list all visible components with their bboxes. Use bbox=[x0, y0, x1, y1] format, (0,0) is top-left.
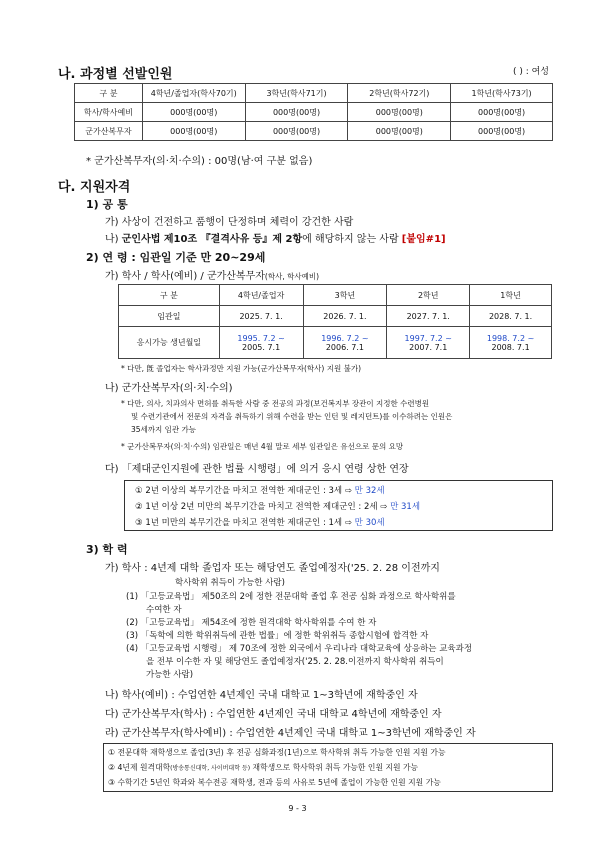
line-text: ③ 1년 미만의 복무기간을 마치고 전역한 제대군인 : 1세 ⇨ bbox=[135, 518, 355, 528]
line-text: ① 2년 이상의 복무기간을 마치고 전역한 제대군인 : 3세 ⇨ bbox=[135, 486, 355, 496]
education-item-da: 다) 군가산복무자(학사) : 수업연한 4년제인 국내 대학교 4학년에 재학중인 자 bbox=[105, 709, 442, 720]
education-list-item: (2) 「고등교육법」 제54조에 정한 원격대학 학사학위를 수여 한 자 bbox=[126, 618, 377, 628]
birth-range-end: 2005. 7.1 bbox=[242, 342, 281, 352]
table-cell: 000명(00명) bbox=[245, 122, 348, 141]
table-cell bbox=[387, 327, 470, 359]
item-small-text: (학사, 학사예비) bbox=[264, 272, 320, 281]
subsection-education: 3) 학 력 bbox=[86, 543, 128, 556]
age-note-doctors-3: 35세까지 임관 가능 bbox=[131, 425, 197, 434]
birth-range-end: 2008. 7.1 bbox=[491, 342, 530, 352]
table-row bbox=[75, 122, 553, 141]
table-cell: 군가산복무자 bbox=[75, 122, 143, 141]
table-header-row bbox=[75, 84, 553, 103]
age-table bbox=[118, 284, 552, 359]
education-list-item: (4) 「고등교육법 시행령」 제 70조에 정한 외국에서 우리나라 대학교육에 상응하는 교육과정 bbox=[126, 644, 473, 654]
table-cell: 2026. 7. 1. bbox=[303, 306, 387, 327]
birth-range-start: 1997. 7.2 ~ bbox=[404, 333, 452, 343]
subsection-common: 1) 공 통 bbox=[86, 198, 128, 211]
table-header-cell: 구 분 bbox=[119, 285, 220, 306]
education-list-item: (3) 「독학에 의한 학위취득에 관한 법률」에 정한 학위취득 종합시험에 합격한 자 bbox=[126, 631, 429, 641]
selection-table bbox=[74, 83, 553, 141]
subsection-age: 2) 연 령 : 임관일 기준 만 20~29세 bbox=[86, 251, 266, 264]
table-cell: 000명(00명) bbox=[245, 103, 348, 122]
education-note-box bbox=[103, 743, 553, 792]
item-text: 에 해당하지 않는 사람 bbox=[302, 234, 402, 245]
birth-range-start: 1996. 7.2 ~ bbox=[321, 333, 369, 343]
table-header-cell: 4학년/졸업자(학사70기) bbox=[142, 84, 245, 103]
birth-range-start: 1998. 7.2 ~ bbox=[486, 333, 535, 343]
veteran-age-line bbox=[135, 500, 420, 512]
table-cell: 2025. 7. 1. bbox=[219, 306, 303, 327]
table-cell: 000명(00명) bbox=[451, 122, 553, 141]
line-small-text: (방송통신대학, 사이버대학 등) bbox=[170, 765, 251, 772]
table-header-cell: 3학년 bbox=[303, 285, 387, 306]
attachment-link: [붙임#1] bbox=[401, 234, 446, 245]
age-note-doctors-1: * 다만, 의사, 치과의사 면허를 취득한 사람 중 전공의 과정(보건복지부 장관이 지정한 수련병원 bbox=[121, 399, 430, 408]
table-row bbox=[75, 103, 553, 122]
common-item-ga: 가) 사상이 건전하고 품행이 단정하며 체력이 강건한 사람 bbox=[105, 217, 354, 228]
table-header-cell: 3학년(학사71기) bbox=[245, 84, 348, 103]
table-row bbox=[119, 327, 552, 359]
age-item-da: 다) 「제대군인지원에 관한 법률 시행령」에 의거 응시 연령 상한 연장 bbox=[105, 464, 409, 475]
age-item-na: 나) 군가산복무자(의·치·수의) bbox=[105, 383, 233, 394]
table-header-cell: 2학년 bbox=[387, 285, 470, 306]
table-cell: 000명(00명) bbox=[451, 103, 553, 122]
table-header-cell: 1학년(학사73기) bbox=[451, 84, 553, 103]
age-limit: 만 32세 bbox=[354, 486, 385, 496]
line-text: ② 4년제 원격대학 bbox=[108, 763, 171, 772]
table-cell: 2028. 7. 1. bbox=[470, 306, 552, 327]
birth-range-start: 1995. 7.2 ~ bbox=[237, 333, 285, 343]
birth-range-end: 2007. 7.1 bbox=[409, 342, 448, 352]
table-cell bbox=[303, 327, 387, 359]
veteran-age-line bbox=[135, 484, 385, 496]
common-item-na bbox=[105, 230, 446, 245]
education-list-item: (1) 「고등교육법」 제50조의 2에 정한 전문대학 졸업 후 전공 심화 과정으로 학사학위를 bbox=[126, 592, 456, 602]
item-text: 가) 학사 / 학사(예비) / 군가산복무자 bbox=[105, 271, 265, 282]
veteran-age-box bbox=[124, 480, 553, 531]
line-text: ② 1년 이상 2년 미만의 복무기간을 마치고 전역한 제대군인 : 2세 ⇨ bbox=[135, 502, 391, 512]
page-number: 9 - 3 bbox=[288, 804, 307, 813]
table-cell: 000명(00명) bbox=[142, 122, 245, 141]
education-item-ga-cont: 학사학위 취득이 가능한 사람) bbox=[175, 578, 285, 588]
table-cell: 000명(00명) bbox=[142, 103, 245, 122]
section-title-eligibility: 다. 지원자격 bbox=[58, 180, 131, 195]
table-cell bbox=[470, 327, 552, 359]
table-cell: 000명(00명) bbox=[348, 103, 451, 122]
education-item-na: 나) 학사(예비) : 수업연한 4년제인 국내 대학교 1~3학년에 재학중인 자 bbox=[105, 690, 418, 701]
age-note-doctors-2: 및 수련기관에서 전문의 자격을 취득하기 위해 수련을 받는 인턴 및 레지던트)를 이수하려는 인원은 bbox=[131, 412, 453, 421]
education-list-item: 수여한 자 bbox=[146, 605, 182, 615]
law-reference: 군인사법 제10조 『결격사유 등』제 2항 bbox=[121, 234, 303, 245]
table-header-cell: 4학년/졸업자 bbox=[219, 285, 303, 306]
table-cell: 2027. 7. 1. bbox=[387, 306, 470, 327]
table-row bbox=[119, 306, 552, 327]
education-note-line: ③ 수학기간 5년인 학과와 복수전공 재학생, 전과 등의 사유로 5년에 졸업이 가능한 인원 지원 가능 bbox=[108, 778, 441, 787]
item-prefix: 나) bbox=[105, 234, 122, 245]
age-limit: 만 31세 bbox=[390, 502, 421, 512]
education-note-line bbox=[108, 762, 418, 773]
line-text: 재학생으로 학사학위 취득 가능한 인원 지원 가능 bbox=[250, 763, 419, 772]
table-header-cell: 2학년(학사72기) bbox=[348, 84, 451, 103]
table-cell: 응시가능 생년월일 bbox=[119, 327, 220, 359]
military-bonus-note: * 군가산복무자(의·치·수의) : 00명(남·여 구분 없음) bbox=[86, 156, 313, 167]
table-cell: 임관일 bbox=[119, 306, 220, 327]
table-header-cell: 1학년 bbox=[470, 285, 552, 306]
education-list-item: 가능한 사람) bbox=[146, 670, 194, 680]
education-item-ga: 가) 학사 : 4년제 대학 졸업자 또는 해당연도 졸업예정자('25. 2. 28 이전까지 bbox=[105, 563, 440, 574]
education-note-line: ① 전문대학 재학생으로 졸업(3년) 후 전공 심화과정(1년)으로 학사학위 취득 가능한 인원 지원 가능 bbox=[108, 748, 446, 757]
table-cell bbox=[219, 327, 303, 359]
age-limit: 만 30세 bbox=[354, 518, 385, 528]
age-item-ga bbox=[105, 267, 319, 282]
age-note-graduates: * 다만, 旣 졸업자는 학사과정만 지원 가능(군가산복무자(학사) 지원 불가) bbox=[121, 364, 362, 373]
female-note: ( ) : 여성 bbox=[512, 67, 549, 77]
education-list-item: 을 전부 이수한 자 및 해당연도 졸업예정자('25. 2. 28.이전까지 학사학위 취득이 bbox=[146, 657, 444, 667]
birth-range-end: 2006. 7.1 bbox=[325, 342, 364, 352]
education-item-ra: 라) 군가산복무자(학사예비) : 수업연한 4년제인 국내 대학교 1~3학년에 재학중인 자 bbox=[105, 728, 476, 739]
table-header-row bbox=[119, 285, 552, 306]
table-cell: 000명(00명) bbox=[348, 122, 451, 141]
table-header-cell: 구 분 bbox=[75, 84, 143, 103]
veteran-age-line bbox=[135, 516, 385, 528]
section-title-selection: 나. 과정별 선발인원 bbox=[58, 67, 173, 82]
age-note-commission: * 군가산복무자(의·치·수의) 임관일은 매년 4월 말로 세부 임관일은 유선으로 문의 요망 bbox=[121, 442, 404, 451]
table-cell: 학사/학사예비 bbox=[75, 103, 143, 122]
